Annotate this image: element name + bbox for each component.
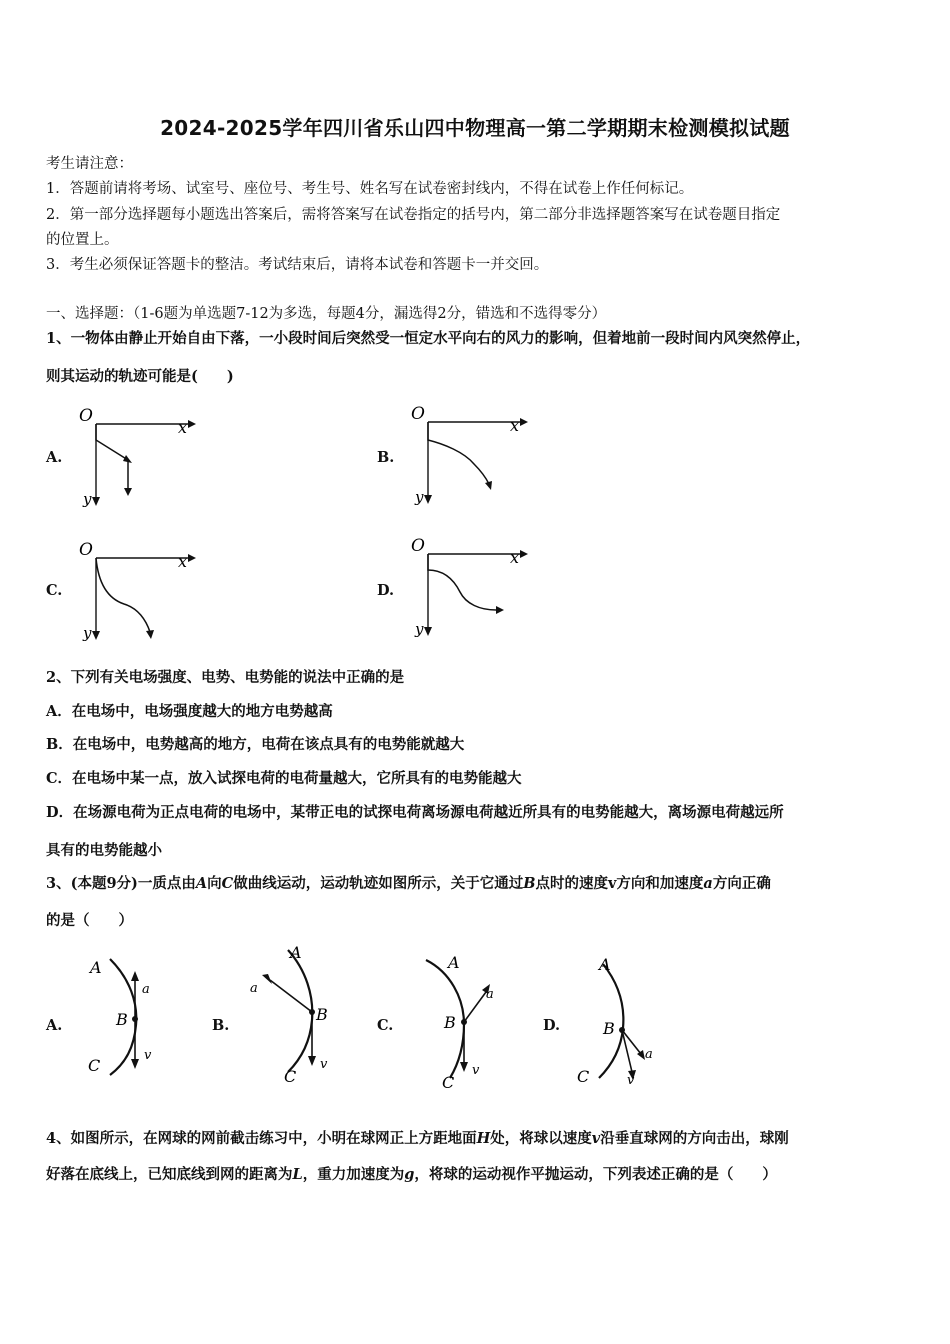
q2-option-d-cont: 具有的电势能越小	[46, 842, 162, 859]
label-a-point: A	[90, 958, 102, 977]
label-a-point: A	[599, 955, 611, 974]
y-axis-label: y	[415, 620, 424, 638]
origin-label: O	[411, 536, 425, 556]
label-a-point: A	[290, 943, 302, 962]
notice-item-2-cont: 的位置上。	[46, 232, 119, 248]
label-accel: a	[645, 1047, 653, 1062]
q1-graph-a	[76, 402, 206, 512]
q3-option-b-label: B.	[212, 1017, 230, 1034]
q1-graph-c	[76, 536, 206, 646]
label-accel: a	[486, 987, 494, 1002]
q1-stem-line1: 1、一物体由静止开始自由下落，一小段时间后突然受一恒定水平向右的风力的影响，但着地前一段时间内风突然停止，	[46, 330, 811, 347]
q3-option-d-label: D.	[543, 1017, 561, 1034]
q1-stem-line2: 则其运动的轨迹可能是( )	[46, 368, 234, 385]
notice-item-1: 1．答题前请将考场、试室号、座位号、考生号、姓名写在试卷密封线内，不得在试卷上作任何标记。	[46, 181, 694, 197]
q3-figure-a	[82, 955, 182, 1080]
label-accel: a	[142, 982, 150, 997]
label-c-point: C	[88, 1056, 101, 1075]
q1-graph-b	[408, 400, 538, 510]
q1-option-a-label: A.	[46, 449, 63, 466]
label-b-point: B	[316, 1005, 328, 1024]
q3-option-c-label: C.	[377, 1017, 394, 1034]
x-axis-label: x	[510, 416, 520, 435]
q1-option-c-label: C.	[46, 582, 63, 599]
label-accel: a	[250, 981, 258, 996]
label-velocity: v	[472, 1063, 480, 1078]
q1-option-b-label: B.	[377, 449, 395, 466]
y-axis-label: y	[415, 488, 424, 506]
x-axis-label: x	[510, 548, 520, 567]
label-b-point: B	[603, 1019, 615, 1038]
q3-figure-c	[422, 950, 522, 1090]
label-velocity: v	[627, 1073, 635, 1088]
notice-item-2: 2．第一部分选择题每小题选出答案后，需将答案写在试卷指定的括号内，第二部分非选择题答案写在试卷题目指定	[46, 207, 781, 223]
q3-stem-line2: 的是（ ）	[46, 912, 133, 929]
label-a-point: A	[448, 953, 460, 972]
page-title: 2024-2025学年四川省乐山四中物理高一第二学期期末检测模拟试题	[160, 116, 790, 140]
y-axis-label: y	[83, 490, 92, 508]
notice-heading: 考生请注意：	[46, 156, 133, 172]
q2-option-a: A．在电场中，电场强度越大的地方电势越高	[46, 703, 333, 720]
x-axis-label: x	[178, 418, 188, 437]
label-b-point: B	[444, 1013, 456, 1032]
q2-option-d: D．在场源电荷为正点电荷的电场中，某带正电的试探电荷离场源电荷越近所具有的电势能越大，离场源电荷越远所	[46, 804, 784, 821]
origin-label: O	[411, 404, 425, 424]
origin-label: O	[79, 540, 93, 560]
q2-option-b: B．在电场中，电势越高的地方，电荷在该点具有的电势能就越大	[46, 736, 465, 753]
section-heading: 一、选择题：（1-6题为单选题7-12为多选，每题4分，漏选得2分，错选和不选得零分）	[46, 306, 607, 322]
q1-option-d-label: D.	[377, 582, 395, 599]
q3-stem-line1: 3、(本题9分)一质点由A向C做曲线运动，运动轨迹如图所示，关于它通过B点时的速度v方向和加速度a方向正确	[46, 875, 771, 892]
q4-stem-line1: 4、如图所示，在网球的网前截击练习中，小明在球网正上方距地面H处，将球以速度v沿垂直球网的方向击出，球刚	[46, 1130, 789, 1147]
label-c-point: C	[577, 1067, 590, 1086]
label-b-point: B	[116, 1010, 128, 1029]
q2-stem: 2、下列有关电场强度、电势、电势能的说法中正确的是	[46, 669, 405, 686]
y-axis-label: y	[83, 624, 92, 642]
q3-figure-d	[575, 950, 675, 1090]
label-velocity: v	[320, 1057, 328, 1072]
label-velocity: v	[144, 1048, 152, 1063]
x-axis-label: x	[178, 552, 188, 571]
origin-label: O	[79, 406, 93, 426]
q2-option-c: C．在电场中某一点，放入试探电荷的电荷量越大，它所具有的电势能越大	[46, 770, 522, 787]
notice-item-3: 3．考生必须保证答题卡的整洁。考试结束后，请将本试卷和答题卡一并交回。	[46, 257, 549, 273]
q3-option-a-label: A.	[46, 1017, 63, 1034]
label-c-point: C	[442, 1073, 455, 1092]
label-c-point: C	[284, 1067, 297, 1086]
q4-stem-line2: 好落在底线上，已知底线到网的距离为L，重力加速度为g，将球的运动视作平抛运动，下列表述正确的是（ ）	[46, 1166, 777, 1183]
q3-figure-b	[244, 940, 344, 1086]
q1-graph-d	[408, 532, 538, 642]
